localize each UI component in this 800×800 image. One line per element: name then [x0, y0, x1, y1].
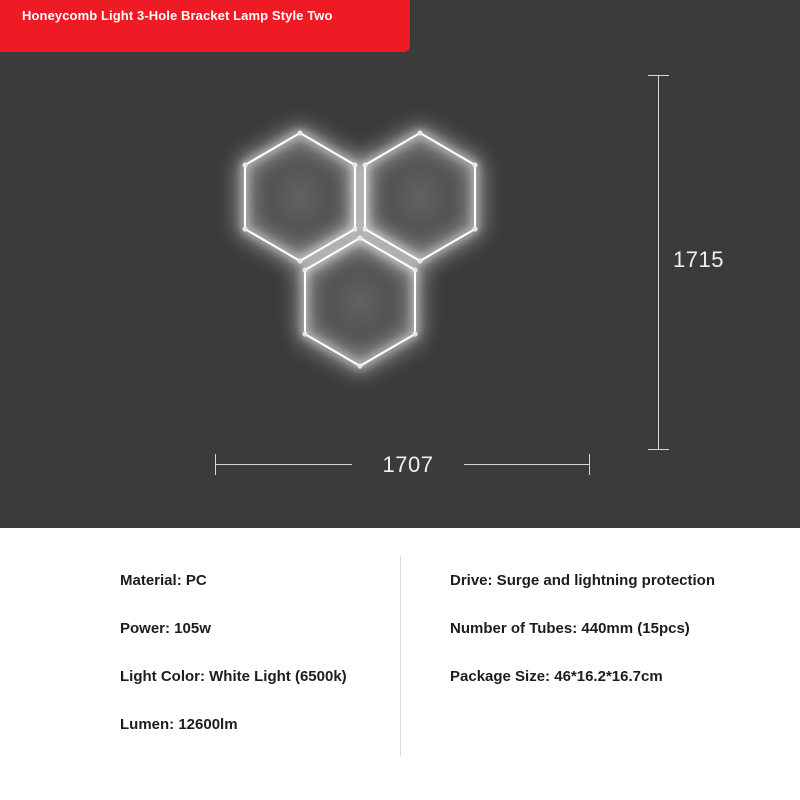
- spec-power: Power: 105w: [120, 620, 211, 637]
- specs-right-column: [450, 572, 780, 685]
- width-dimension-cap-left: [215, 454, 216, 475]
- height-dimension-cap-bottom: [648, 449, 669, 450]
- product-title: Honeycomb Light 3-Hole Bracket Lamp Style Two: [22, 8, 333, 23]
- spec-lumen: Lumen: 12600lm: [120, 716, 238, 733]
- spec-drive: Drive: Surge and lightning protection: [450, 572, 716, 589]
- height-dimension: [640, 75, 760, 450]
- spec-package-size: Package Size: 46*16.2*16.7cm: [450, 668, 663, 685]
- height-dimension-line: [658, 75, 659, 450]
- spec-material: Material: PC: [120, 572, 207, 589]
- title-ribbon: [0, 0, 410, 52]
- width-dimension-label: 1707: [352, 452, 464, 478]
- spec-light-color: Light Color: White Light (6500k): [120, 668, 347, 685]
- hexagon-lamp-svg: [190, 60, 610, 460]
- honeycomb-lamp-graphic: [190, 60, 610, 460]
- specs-column-divider: [400, 556, 401, 756]
- specs-left-column: [120, 572, 390, 733]
- width-dimension: [215, 452, 590, 497]
- spec-number-of-tubes: Number of Tubes: 440mm (15pcs): [450, 620, 690, 637]
- width-dimension-cap-right: [589, 454, 590, 475]
- height-dimension-label: 1715: [673, 247, 724, 272]
- height-dimension-cap-top: [648, 75, 669, 76]
